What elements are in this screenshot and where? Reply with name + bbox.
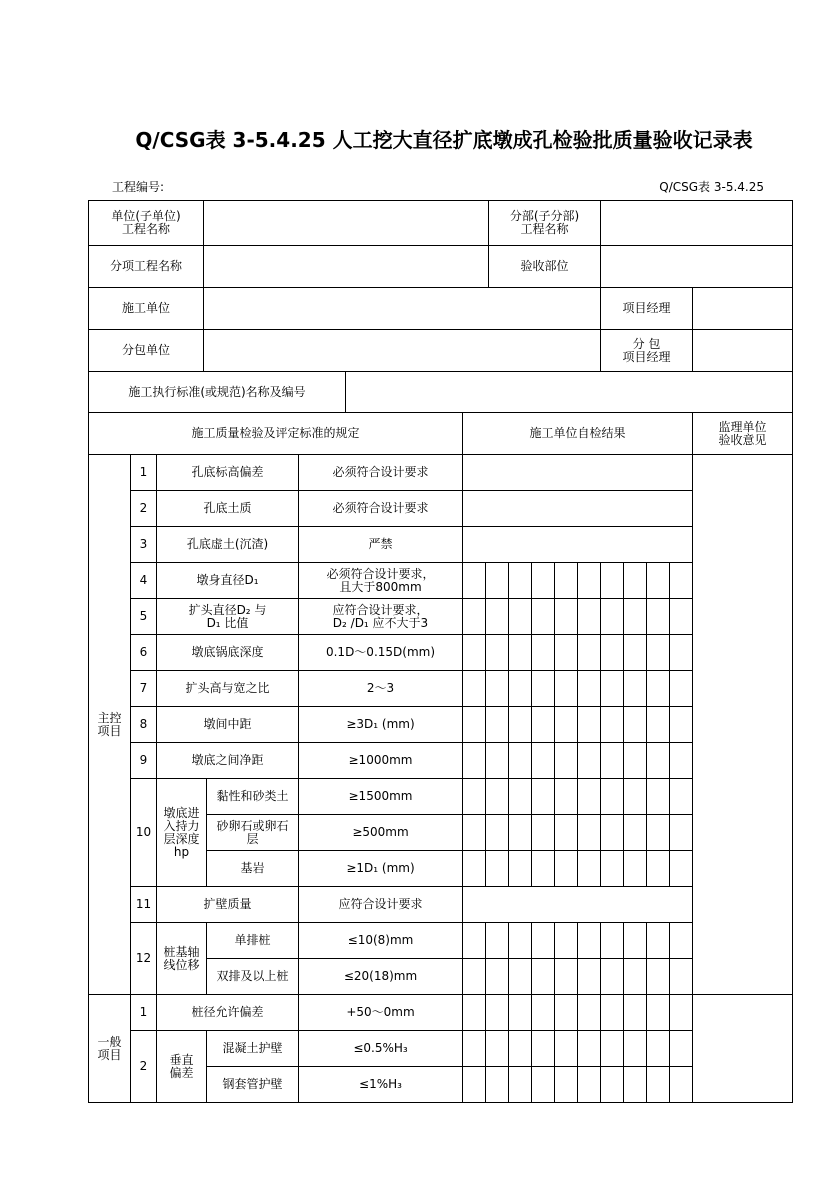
check-cell[interactable] <box>623 850 647 887</box>
main-control-items-label: 主控 项目 <box>88 454 131 995</box>
item-number: 7 <box>130 670 157 707</box>
check-cell[interactable] <box>508 706 532 743</box>
check-cell[interactable] <box>646 634 670 671</box>
check-cell[interactable] <box>531 850 555 887</box>
check-cell[interactable] <box>485 598 509 635</box>
check-cell[interactable] <box>485 706 509 743</box>
check-cell[interactable] <box>669 706 693 743</box>
check-cell[interactable] <box>554 778 578 815</box>
check-cell[interactable] <box>669 850 693 887</box>
check-cell[interactable] <box>577 598 601 635</box>
item-number: 8 <box>130 706 157 743</box>
item-number: 9 <box>130 742 157 779</box>
item-name: 桩径允许偏差 <box>156 994 299 1031</box>
check-cell[interactable] <box>669 778 693 815</box>
check-cell[interactable] <box>531 778 555 815</box>
check-cell[interactable] <box>577 634 601 671</box>
check-cell[interactable] <box>508 1066 532 1103</box>
check-cell[interactable] <box>462 994 486 1031</box>
item-number: 1 <box>130 454 157 491</box>
check-cell[interactable] <box>508 814 532 851</box>
check-cell[interactable] <box>623 778 647 815</box>
acceptance-part-field[interactable] <box>600 245 793 288</box>
check-cell[interactable] <box>646 1030 670 1067</box>
check-cell[interactable] <box>531 922 555 959</box>
check-cell[interactable] <box>531 1066 555 1103</box>
check-cell[interactable] <box>646 670 670 707</box>
unit-name-label: 单位(子单位) 工程名称 <box>88 200 204 246</box>
project-manager-label: 项目经理 <box>600 287 693 330</box>
item-requirement: 必须符合设计要求 <box>298 454 463 491</box>
check-cell[interactable] <box>531 814 555 851</box>
item-group-name: 桩基轴 线位移 <box>156 922 207 995</box>
check-cell[interactable] <box>623 634 647 671</box>
item-name: 墩间中距 <box>156 706 299 743</box>
item-name: 黏性和砂类土 <box>206 778 299 815</box>
check-cell[interactable] <box>554 850 578 887</box>
item-requirement: +50～0mm <box>298 994 463 1031</box>
check-cell[interactable] <box>531 562 555 599</box>
item-number: 12 <box>130 922 157 995</box>
check-cell[interactable] <box>508 922 532 959</box>
check-cell[interactable] <box>600 922 624 959</box>
check-cell[interactable] <box>531 958 555 995</box>
check-cell[interactable] <box>531 1030 555 1067</box>
check-cell[interactable] <box>623 994 647 1031</box>
item-name: 扩头高与宽之比 <box>156 670 299 707</box>
item-requirement: 应符合设计要求， D₂ /D₁ 应不大于3 <box>298 598 463 635</box>
check-cell[interactable] <box>646 814 670 851</box>
item-requirement: 严禁 <box>298 526 463 563</box>
check-cell[interactable] <box>485 562 509 599</box>
item-requirement: ≤1%H₃ <box>298 1066 463 1103</box>
check-cell[interactable] <box>577 994 601 1031</box>
check-cell[interactable] <box>485 850 509 887</box>
check-cell[interactable] <box>623 958 647 995</box>
item-name: 孔底土质 <box>156 490 299 527</box>
check-cell[interactable] <box>600 814 624 851</box>
check-cell[interactable] <box>669 922 693 959</box>
item-name: 墩底锅底深度 <box>156 634 299 671</box>
check-cell[interactable] <box>646 1066 670 1103</box>
check-cell[interactable] <box>462 850 486 887</box>
item-name: 孔底虚土(沉渣) <box>156 526 299 563</box>
check-cell[interactable] <box>485 1030 509 1067</box>
check-cell[interactable] <box>623 814 647 851</box>
subcontract-unit-label: 分包单位 <box>88 329 204 372</box>
check-cell[interactable] <box>554 1030 578 1067</box>
check-cell[interactable] <box>554 634 578 671</box>
check-cell[interactable] <box>554 742 578 779</box>
item-name: 基岩 <box>206 850 299 887</box>
check-cell[interactable] <box>462 922 486 959</box>
check-cell[interactable] <box>508 778 532 815</box>
self-check-field[interactable] <box>462 490 693 527</box>
item-requirement: 必须符合设计要求， 且大于800mm <box>298 562 463 599</box>
check-cell[interactable] <box>554 958 578 995</box>
item-name: 扩头直径D₂ 与 D₁ 比值 <box>156 598 299 635</box>
check-cell[interactable] <box>623 562 647 599</box>
sub-unit-name-field[interactable] <box>600 200 793 246</box>
check-cell[interactable] <box>577 1066 601 1103</box>
check-cell[interactable] <box>669 598 693 635</box>
check-cell[interactable] <box>531 742 555 779</box>
check-cell[interactable] <box>600 670 624 707</box>
check-cell[interactable] <box>554 994 578 1031</box>
check-cell[interactable] <box>646 706 670 743</box>
item-name: 单排桩 <box>206 922 299 959</box>
check-cell[interactable] <box>485 958 509 995</box>
check-cell[interactable] <box>485 922 509 959</box>
check-cell[interactable] <box>577 1030 601 1067</box>
sub-project-manager-field[interactable] <box>692 329 793 372</box>
check-cell[interactable] <box>577 742 601 779</box>
check-cell[interactable] <box>531 598 555 635</box>
check-cell[interactable] <box>646 922 670 959</box>
check-cell[interactable] <box>485 778 509 815</box>
check-cell[interactable] <box>623 598 647 635</box>
check-cell[interactable] <box>462 958 486 995</box>
item-name-field[interactable] <box>203 245 489 288</box>
unit-name-field[interactable] <box>203 200 489 246</box>
item-requirement: 应符合设计要求 <box>298 886 463 923</box>
form-code: Q/CSG表 3-5.4.25 <box>659 180 764 194</box>
item-requirement: ≤0.5%H₃ <box>298 1030 463 1067</box>
check-cell[interactable] <box>623 922 647 959</box>
check-cell[interactable] <box>669 634 693 671</box>
check-cell[interactable] <box>669 562 693 599</box>
item-name-label: 分项工程名称 <box>88 245 204 288</box>
check-cell[interactable] <box>669 670 693 707</box>
item-number: 10 <box>130 778 157 887</box>
item-number: 1 <box>130 994 157 1031</box>
check-cell[interactable] <box>531 706 555 743</box>
self-check-field[interactable] <box>462 526 693 563</box>
item-requirement: 2～3 <box>298 670 463 707</box>
check-cell[interactable] <box>669 742 693 779</box>
item-requirement: ≤20(18)mm <box>298 958 463 995</box>
item-requirement: ≥1000mm <box>298 742 463 779</box>
check-cell[interactable] <box>600 706 624 743</box>
item-requirement: ≥500mm <box>298 814 463 851</box>
check-cell[interactable] <box>600 562 624 599</box>
check-cell[interactable] <box>623 706 647 743</box>
check-cell[interactable] <box>531 994 555 1031</box>
item-name: 混凝土护壁 <box>206 1030 299 1067</box>
check-cell[interactable] <box>577 922 601 959</box>
item-number: 6 <box>130 634 157 671</box>
check-cell[interactable] <box>600 958 624 995</box>
check-cell[interactable] <box>462 598 486 635</box>
check-cell[interactable] <box>554 670 578 707</box>
check-cell[interactable] <box>485 1066 509 1103</box>
check-cell[interactable] <box>554 706 578 743</box>
check-cell[interactable] <box>508 994 532 1031</box>
check-cell[interactable] <box>646 778 670 815</box>
check-cell[interactable] <box>485 742 509 779</box>
general-items-label: 一般 项目 <box>88 994 131 1103</box>
check-cell[interactable] <box>485 814 509 851</box>
check-cell[interactable] <box>462 706 486 743</box>
item-number: 2 <box>130 1030 157 1103</box>
check-cell[interactable] <box>577 814 601 851</box>
check-cell[interactable] <box>462 670 486 707</box>
acceptance-part-label: 验收部位 <box>488 245 601 288</box>
check-cell[interactable] <box>508 670 532 707</box>
check-cell[interactable] <box>462 1030 486 1067</box>
check-cell[interactable] <box>600 634 624 671</box>
check-cell[interactable] <box>508 598 532 635</box>
item-group-name: 垂直 偏差 <box>156 1030 207 1103</box>
check-cell[interactable] <box>623 670 647 707</box>
supervisor-column-header: 监理单位 验收意见 <box>692 412 793 455</box>
check-cell[interactable] <box>600 994 624 1031</box>
check-cell[interactable] <box>577 958 601 995</box>
supervisor-opinion-field[interactable] <box>692 994 793 1103</box>
item-name: 扩壁质量 <box>156 886 299 923</box>
check-cell[interactable] <box>485 634 509 671</box>
item-name: 钢套管护壁 <box>206 1066 299 1103</box>
subcontract-unit-field[interactable] <box>203 329 601 372</box>
check-cell[interactable] <box>577 706 601 743</box>
check-cell[interactable] <box>485 994 509 1031</box>
check-cell[interactable] <box>462 814 486 851</box>
construction-unit-field[interactable] <box>203 287 601 330</box>
check-cell[interactable] <box>508 562 532 599</box>
check-cell[interactable] <box>508 958 532 995</box>
item-number: 2 <box>130 490 157 527</box>
item-requirement: ≥1500mm <box>298 778 463 815</box>
check-cell[interactable] <box>646 598 670 635</box>
item-name: 墩身直径D₁ <box>156 562 299 599</box>
item-name: 孔底标高偏差 <box>156 454 299 491</box>
item-requirement: ≥3D₁ (mm) <box>298 706 463 743</box>
check-cell[interactable] <box>462 742 486 779</box>
check-cell[interactable] <box>600 742 624 779</box>
check-cell[interactable] <box>623 742 647 779</box>
check-cell[interactable] <box>508 634 532 671</box>
check-cell[interactable] <box>669 1066 693 1103</box>
item-name: 墩底之间净距 <box>156 742 299 779</box>
check-cell[interactable] <box>669 958 693 995</box>
check-cell[interactable] <box>646 850 670 887</box>
page-title: Q/CSG表 3-5.4.25 人工挖大直径扩底墩成孔检验批质量验收记录表 <box>135 128 753 152</box>
check-cell[interactable] <box>577 850 601 887</box>
check-cell[interactable] <box>600 1066 624 1103</box>
check-cell[interactable] <box>623 1066 647 1103</box>
check-cell[interactable] <box>669 1030 693 1067</box>
check-cell[interactable] <box>531 634 555 671</box>
construction-unit-label: 施工单位 <box>88 287 204 330</box>
project-no-label: 工程编号: <box>112 180 165 194</box>
check-cell[interactable] <box>508 742 532 779</box>
self-check-field[interactable] <box>462 454 693 491</box>
item-number: 5 <box>130 598 157 635</box>
check-cell[interactable] <box>577 778 601 815</box>
check-cell[interactable] <box>554 598 578 635</box>
check-cell[interactable] <box>646 742 670 779</box>
check-cell[interactable] <box>669 814 693 851</box>
check-cell[interactable] <box>646 958 670 995</box>
item-requirement: 0.1D～0.15D(mm) <box>298 634 463 671</box>
check-cell[interactable] <box>600 850 624 887</box>
check-cell[interactable] <box>577 562 601 599</box>
check-cell[interactable] <box>508 1030 532 1067</box>
check-cell[interactable] <box>485 670 509 707</box>
sub-project-manager-label: 分 包 项目经理 <box>600 329 693 372</box>
check-cell[interactable] <box>508 850 532 887</box>
check-cell[interactable] <box>646 562 670 599</box>
item-requirement: ≤10(8)mm <box>298 922 463 959</box>
item-group-name: 墩底进 入持力 层深度 hp <box>156 778 207 887</box>
sub-unit-name-label: 分部(子分部) 工程名称 <box>488 200 601 246</box>
item-requirement: 必须符合设计要求 <box>298 490 463 527</box>
check-cell[interactable] <box>462 778 486 815</box>
check-cell[interactable] <box>462 634 486 671</box>
check-cell[interactable] <box>623 1030 647 1067</box>
check-cell[interactable] <box>462 562 486 599</box>
spec-column-header: 施工质量检验及评定标准的规定 <box>88 412 463 455</box>
check-cell[interactable] <box>600 778 624 815</box>
standard-label: 施工执行标准(或规范)名称及编号 <box>88 371 346 413</box>
project-manager-field[interactable] <box>692 287 793 330</box>
check-cell[interactable] <box>669 994 693 1031</box>
self-check-column-header: 施工单位自检结果 <box>462 412 693 455</box>
check-cell[interactable] <box>554 1066 578 1103</box>
item-number: 3 <box>130 526 157 563</box>
item-requirement: ≥1D₁ (mm) <box>298 850 463 887</box>
check-cell[interactable] <box>554 814 578 851</box>
supervisor-opinion-field[interactable] <box>692 454 793 995</box>
item-number: 11 <box>130 886 157 923</box>
item-name: 砂卵石或卵石 层 <box>206 814 299 851</box>
check-cell[interactable] <box>600 598 624 635</box>
check-cell[interactable] <box>577 670 601 707</box>
check-cell[interactable] <box>600 1030 624 1067</box>
check-cell[interactable] <box>646 994 670 1031</box>
check-cell[interactable] <box>554 562 578 599</box>
standard-field[interactable] <box>345 371 793 413</box>
check-cell[interactable] <box>462 1066 486 1103</box>
check-cell[interactable] <box>531 670 555 707</box>
check-cell[interactable] <box>554 922 578 959</box>
item-number: 4 <box>130 562 157 599</box>
self-check-field[interactable] <box>462 886 693 923</box>
item-name: 双排及以上桩 <box>206 958 299 995</box>
